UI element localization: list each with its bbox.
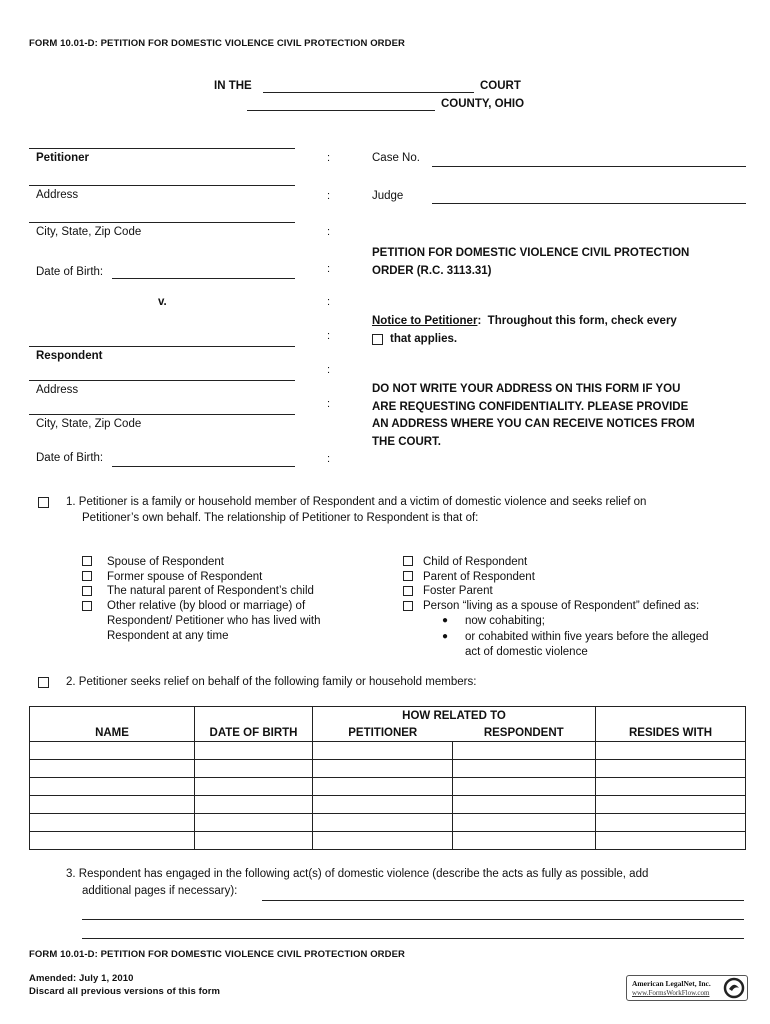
other-relative-checkbox[interactable] bbox=[82, 601, 92, 611]
other-relative-label-2: Respondent/ Petitioner who has lived with bbox=[107, 615, 321, 627]
item1-checkbox[interactable] bbox=[38, 497, 49, 508]
table-cell[interactable] bbox=[30, 760, 195, 778]
table-row bbox=[30, 814, 746, 832]
table-cell[interactable] bbox=[30, 742, 195, 760]
notice-colon: : bbox=[477, 315, 482, 327]
former-spouse-label: Former spouse of Respondent bbox=[107, 571, 263, 583]
caption-colon: : bbox=[327, 330, 331, 342]
natural-parent-label: The natural parent of Respondent’s child bbox=[107, 585, 314, 597]
table-cell[interactable] bbox=[30, 814, 195, 832]
petitioner-address-field[interactable] bbox=[29, 185, 295, 186]
living-as-spouse-checkbox[interactable] bbox=[403, 601, 413, 611]
footer-amended: Amended: July 1, 2010 bbox=[29, 973, 134, 984]
how-related-header: HOW RELATED TO bbox=[313, 707, 596, 725]
natural-parent-checkbox[interactable] bbox=[82, 586, 92, 596]
item3-answer-line[interactable] bbox=[82, 938, 744, 939]
table-cell[interactable] bbox=[30, 832, 195, 850]
cohabited-label-1: or cohabited within five years before the alleged bbox=[465, 631, 709, 643]
table-cell[interactable] bbox=[453, 796, 596, 814]
in-the-label: IN THE bbox=[214, 80, 252, 92]
table-row bbox=[30, 832, 746, 850]
table-cell[interactable] bbox=[596, 760, 746, 778]
logo-line2: www.FormsWorkFlow.com bbox=[632, 989, 710, 997]
county-label: COUNTY, OHIO bbox=[441, 98, 525, 110]
table-header-row bbox=[30, 707, 746, 725]
table-cell[interactable] bbox=[30, 778, 195, 796]
respondent-name-field[interactable] bbox=[29, 346, 295, 347]
item2-checkbox[interactable] bbox=[38, 677, 49, 688]
notice-line1 bbox=[372, 315, 677, 327]
bullet-icon: ● bbox=[442, 615, 449, 626]
table-row bbox=[30, 796, 746, 814]
household-members-table bbox=[29, 706, 746, 850]
respondent-dob-field[interactable] bbox=[112, 466, 295, 467]
table-cell[interactable] bbox=[453, 814, 596, 832]
table-cell[interactable] bbox=[313, 796, 453, 814]
other-relative-label-3: Respondent at any time bbox=[107, 630, 229, 642]
dob-header: DATE OF BIRTH bbox=[195, 707, 313, 742]
notice-label: Notice to Petitioner bbox=[372, 315, 478, 327]
item3-line1: 3. Respondent has engaged in the following act(s) of domestic violence (describe the acts as fully as possible, add bbox=[66, 868, 649, 880]
table-cell[interactable] bbox=[453, 778, 596, 796]
notice-text-1: Throughout this form, check every bbox=[487, 315, 677, 327]
table-row bbox=[30, 778, 746, 796]
respondent-label: Respondent bbox=[36, 350, 103, 362]
court-label: COURT bbox=[480, 80, 521, 92]
table-row bbox=[30, 760, 746, 778]
table-cell[interactable] bbox=[195, 778, 313, 796]
item1-line1: 1. Petitioner is a family or household member of Respondent and a victim of domestic violence and seeks relief on bbox=[66, 496, 647, 508]
footer-discard: Discard all previous versions of this form bbox=[29, 986, 221, 997]
caption-colon: : bbox=[327, 226, 331, 238]
table-cell[interactable] bbox=[453, 760, 596, 778]
notice-text-2: that applies. bbox=[390, 333, 458, 345]
logo-line1: American LegalNet, Inc. bbox=[632, 979, 711, 988]
caption-colon: : bbox=[327, 398, 331, 410]
cohabiting-label: now cohabiting; bbox=[465, 615, 545, 627]
table-cell[interactable] bbox=[313, 778, 453, 796]
table-cell[interactable] bbox=[195, 796, 313, 814]
table-cell[interactable] bbox=[596, 814, 746, 832]
table-cell[interactable] bbox=[596, 832, 746, 850]
warning-line3: AN ADDRESS WHERE YOU CAN RECEIVE NOTICES FROM bbox=[372, 418, 695, 430]
petitioner-city-label: City, State, Zip Code bbox=[36, 226, 142, 238]
caption-colon: : bbox=[327, 263, 331, 275]
spouse-label: Spouse of Respondent bbox=[107, 556, 225, 568]
warning-line4: THE COURT. bbox=[372, 436, 441, 448]
bullet-icon: ● bbox=[442, 631, 449, 642]
case-no-field[interactable] bbox=[432, 166, 746, 167]
petitioner-dob-label: Date of Birth: bbox=[36, 266, 104, 278]
american-legalnet-logo bbox=[626, 975, 748, 1001]
resides-with-header: RESIDES WITH bbox=[596, 707, 746, 742]
other-relative-label-1: Other relative (by blood or marriage) of bbox=[107, 600, 306, 612]
respondent-address-field[interactable] bbox=[29, 380, 295, 381]
notice-checkbox-icon bbox=[372, 334, 383, 345]
petition-title-line1: PETITION FOR DOMESTIC VIOLENCE CIVIL PROTECTION bbox=[372, 247, 690, 259]
table-cell[interactable] bbox=[596, 796, 746, 814]
logo-emblem-icon bbox=[723, 977, 745, 999]
judge-label: Judge bbox=[372, 190, 404, 202]
name-header: NAME bbox=[30, 707, 195, 742]
form-header-title: FORM 10.01-D: PETITION FOR DOMESTIC VIOLENCE CIVIL PROTECTION ORDER bbox=[29, 38, 405, 49]
item3-line2: additional pages if necessary): bbox=[82, 885, 238, 897]
petition-title-line2: ORDER (R.C. 3113.31) bbox=[372, 265, 492, 277]
former-spouse-checkbox[interactable] bbox=[82, 571, 92, 581]
cohabited-label-2: act of domestic violence bbox=[465, 646, 588, 658]
item3-answer-line[interactable] bbox=[262, 900, 744, 901]
court-name-field[interactable] bbox=[263, 92, 474, 93]
table-cell[interactable] bbox=[596, 778, 746, 796]
versus-label: v. bbox=[158, 296, 167, 308]
living-as-spouse-label: Person “living as a spouse of Respondent” defined as: bbox=[423, 600, 700, 612]
caption-colon: : bbox=[327, 364, 331, 376]
table-cell[interactable] bbox=[195, 814, 313, 832]
county-name-field[interactable] bbox=[247, 110, 435, 111]
foster-parent-label: Foster Parent bbox=[423, 585, 493, 597]
petitioner-city-field[interactable] bbox=[29, 222, 295, 223]
caption-colon: : bbox=[327, 190, 331, 202]
parent-label: Parent of Respondent bbox=[423, 571, 535, 583]
table-cell[interactable] bbox=[30, 796, 195, 814]
child-checkbox[interactable] bbox=[403, 556, 413, 566]
respondent-city-field[interactable] bbox=[29, 414, 295, 415]
table-cell[interactable] bbox=[195, 832, 313, 850]
foster-parent-checkbox[interactable] bbox=[403, 586, 413, 596]
case-no-label: Case No. bbox=[372, 152, 420, 164]
respondent-city-label: City, State, Zip Code bbox=[36, 418, 142, 430]
child-label: Child of Respondent bbox=[423, 556, 528, 568]
spouse-checkbox[interactable] bbox=[82, 556, 92, 566]
respondent-header: RESPONDENT bbox=[453, 724, 596, 742]
table-cell[interactable] bbox=[313, 832, 453, 850]
table-cell[interactable] bbox=[313, 742, 453, 760]
caption-colon: : bbox=[327, 453, 331, 465]
respondent-address-label: Address bbox=[36, 384, 79, 396]
judge-field[interactable] bbox=[432, 203, 746, 204]
table-row bbox=[30, 742, 746, 760]
table-cell[interactable] bbox=[195, 760, 313, 778]
petitioner-header: PETITIONER bbox=[313, 724, 453, 742]
petitioner-label: Petitioner bbox=[36, 152, 90, 164]
table-cell[interactable] bbox=[313, 814, 453, 832]
petitioner-address-label: Address bbox=[36, 189, 79, 201]
caption-colon: : bbox=[327, 152, 331, 164]
table-cell[interactable] bbox=[453, 742, 596, 760]
respondent-dob-label: Date of Birth: bbox=[36, 452, 104, 464]
table-cell[interactable] bbox=[453, 832, 596, 850]
item2-text: 2. Petitioner seeks relief on behalf of the following family or household members: bbox=[66, 676, 477, 688]
petitioner-dob-field[interactable] bbox=[112, 278, 295, 279]
table-cell[interactable] bbox=[596, 742, 746, 760]
warning-line1: DO NOT WRITE YOUR ADDRESS ON THIS FORM IF YOU bbox=[372, 383, 681, 395]
table-cell[interactable] bbox=[195, 742, 313, 760]
item1-line2: Petitioner’s own behalf. The relationship of Petitioner to Respondent is that of: bbox=[82, 512, 479, 524]
footer-form-title: FORM 10.01-D: PETITION FOR DOMESTIC VIOLENCE CIVIL PROTECTION ORDER bbox=[29, 949, 405, 960]
table-cell[interactable] bbox=[313, 760, 453, 778]
item3-answer-line[interactable] bbox=[82, 919, 744, 920]
warning-line2: ARE REQUESTING CONFIDENTIALITY. PLEASE PROVIDE bbox=[372, 401, 689, 413]
caption-colon: : bbox=[327, 296, 331, 308]
petitioner-name-field[interactable] bbox=[29, 148, 295, 149]
parent-checkbox[interactable] bbox=[403, 571, 413, 581]
